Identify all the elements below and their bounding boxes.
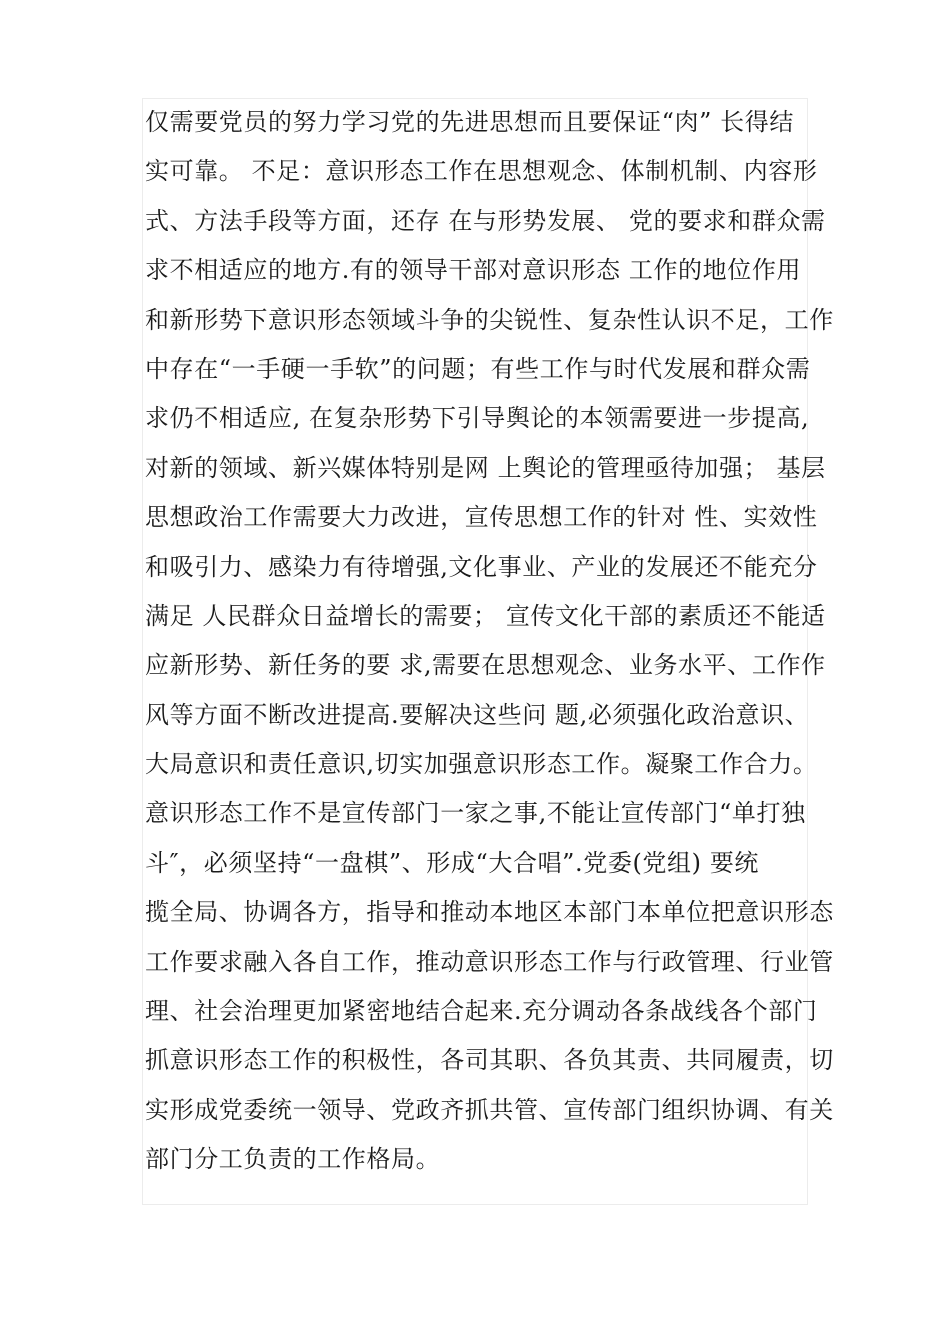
text-line: 对新的领域、新兴媒体特别是网 上舆论的管理亟待加强； 基层 — [145, 453, 826, 482]
text-line: 实形成党委统一领导、党政齐抓共管、宣传部门组织协调、有关 — [145, 1095, 834, 1124]
text-line: 大局意识和责任意识,切实加强意识形态工作。凝聚工作合力。 — [145, 750, 818, 779]
text-line: 满足 人民群众日益增长的需要； 宣传文化干部的素质还不能适 — [145, 601, 826, 630]
text-line: 应新形势、新任务的要 求,需要在思想观念、业务水平、工作作 — [145, 651, 826, 680]
text-line: 实可靠。 不足：意识形态工作在思想观念、体制机制、内容形 — [145, 157, 818, 186]
text-line: 求不相适应的地方.有的领导干部对意识形态 工作的地位作用 — [145, 256, 802, 285]
text-line: 风等方面不断改进提高.要解决这些问 题,必须强化政治意识、 — [145, 700, 810, 729]
text-line: 和新形势下意识形态领域斗争的尖锐性、复杂性认识不足，工作 — [145, 305, 834, 334]
text-line: 意识形态工作不是宣传部门一家之事,不能让宣传部门“单打独 — [145, 799, 806, 828]
text-line: 仅需要党员的努力学习党的先进思想而且要保证“肉” 长得结 — [145, 108, 794, 136]
text-line: 部门分工负责的工作格局。 — [145, 1145, 441, 1174]
text-line: 斗″，必须坚持“一盘棋”、形成“大合唱”.党委(党组) 要统 — [145, 848, 760, 877]
text-line: 式、方法手段等方面，还存 在与形势发展、 党的要求和群众需 — [145, 206, 826, 235]
text-line: 工作要求融入各自工作，推动意识形态工作与行政管理、行业管 — [145, 947, 834, 976]
text-line: 和吸引力、感染力有待增强,文化事业、产业的发展还不能充分 — [145, 552, 818, 581]
text-line: 理、社会治理更加紧密地结合起来.充分调动各条战线各个部门 — [145, 997, 818, 1026]
body-text — [145, 98, 834, 1185]
text-line: 中存在“一手硬一手软”的问题；有些工作与时代发展和群众需 — [145, 354, 811, 383]
text-line: 抓意识形态工作的积极性，各司其职、各负其责、共同履责，切 — [145, 1046, 834, 1075]
text-line: 揽全局、协调各方，指导和推动本地区本部门本单位把意识形态 — [145, 898, 834, 927]
text-line: 思想政治工作需要大力改进，宣传思想工作的针对 性、实效性 — [145, 503, 818, 532]
text-line: 求仍不相适应, 在复杂形势下引导舆论的本领需要进一步提高, — [145, 404, 810, 433]
